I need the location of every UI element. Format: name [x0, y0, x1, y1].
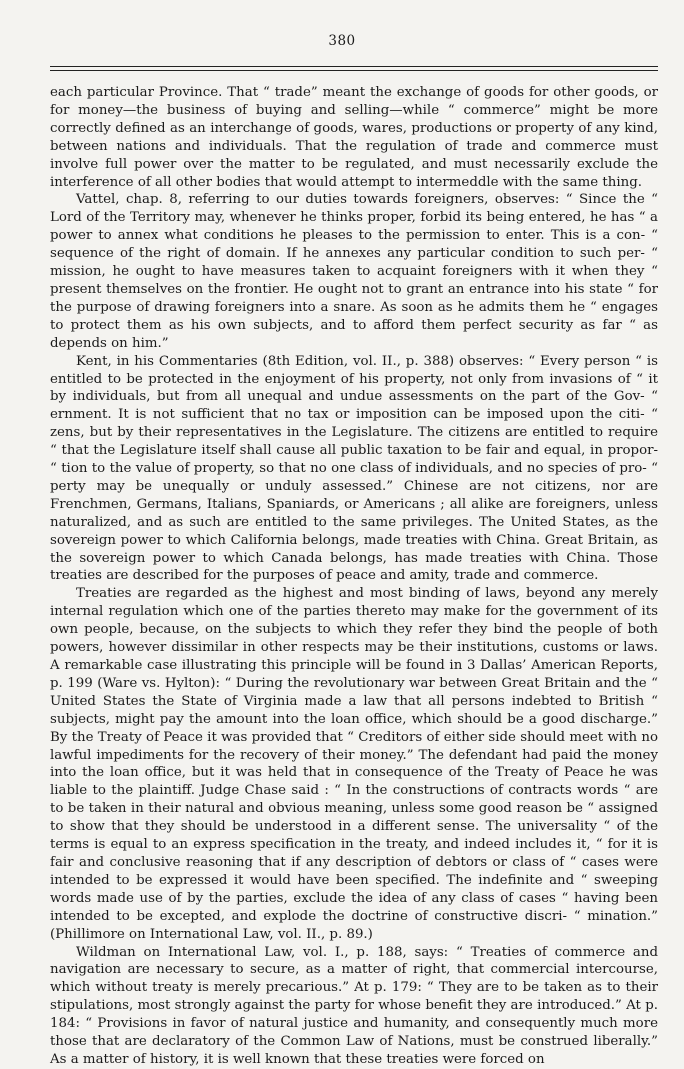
body-text [50, 84, 658, 1069]
paragraph-5: Wildman on International Law, vol. I., p. 188, says: “ Treaties of commerce and navigation are necessary to secure, as a matter of right, that commercial intercourse, which without treaty is merely precarious.” At p. 179: “ They are to be taken as to their stipulations, most strongly against the party for whose benefit they are introduced.” At p. 184: “ Provisions in favor of natural justice and humanity, and consequently much more those that are declaratory of the Common Law of Nations, must be construed liberally.” As a matter of history, it is well known that these treaties were forced on [50, 944, 658, 1067]
paragraph-4: Treaties are regarded as the highest and most binding of laws, beyond any merely internal regulation which one of the parties thereto may make for the government of its own people, because, on the subjects to which they refer they bind the people of both powers, however dissimilar in other respects may be their institutions, customs or laws. A remarkable case illustrating this principle will be found in 3 Dallas’ American Reports, p. 199 (Ware vs. Hylton): “ During the revolutionary war between Great Britain and the “ United States the State of Virginia made a law that all persons indebted to British “ subjects, might pay the amount into the loan office, which should be a good discharge.” By the Treaty of Peace it was provided that “ Creditors of either side should meet with no lawful impediments for the recovery of their money.” The defendant had paid the money into the loan office, but it was held that in consequence of the Treaty of Peace he was liable to the plaintiff. Judge Chase said : “ In the constructions of contracts words “ are to be taken in their natural and obvious meaning, unless some good reason be “ assigned to show that they should be understood in a different sense. The universality “ of the terms is equal to an express specification in the treaty, and indeed includes it, “ for it is fair and conclusive reasoning that if any description of debtors or class of “ cases were intended to be expressed it would have been specified. The indefinite and “ sweeping words made use of by the parties, exclude the idea of any class of cases “ having been intended to be excepted, and explode the doctrine of constructive discri- “ mination.” (Phillimore on International Law, vol. II., p. 89.) [50, 586, 658, 942]
paragraph-3: Kent, in his Commentaries (8th Edition, vol. II., p. 388) observes: “ Every person “ is entitled to be protected in the enjoyment of his property, not only from invasions of “ it by individuals, but from all unequal and undue assessments on the part of the Gov- “ ernment. It is not sufficient that no tax or imposition can be imposed upon the citi- “ zens, but by their representatives in the Legislature. The citizens are entitled to require “ that the Legislature itself shall cause all public taxation to be fair and equal, in propor- “ tion to the value of property, so that no one class of individuals, and no species of pro- “ perty may be unequally or unduly assessed.” Chinese are not citizens, nor are Frenchmen, Germans, Italians, Spaniards, or Americans ; all alike are foreigners, unless naturalized, and as such are entitled to the same privileges. The United States, as the sovereign power to which California belongs, made treaties with China. Great Britain, as the sovereign power to which Canada belongs, has made treaties with China. Those treaties are described for the purposes of peace and amity, trade and commerce. [50, 353, 658, 584]
paragraph-2: Vattel, chap. 8, referring to our duties towards foreigners, observes: “ Since the “ Lord of the Territory may, whenever he thinks proper, forbid its being entered, he has “ a power to annex what conditions he pleases to the permission to enter. This is a con- “ sequence of the right of domain. If he annexes any particular condition to such per- “ mission, he ought to have measures taken to acquaint foreigners with it when they “ present themselves on the frontier. He ought not to grant an entrance into his state “ for the purpose of drawing foreigners into a snare. As soon as he admits them he “ engages to protect them as his own subjects, and to afford them perfect security as far “ as depends on him.” [50, 192, 658, 351]
paragraph-1: each particular Province. That “ trade” meant the exchange of goods for other goods, or for money—the business of buying and selling—while “ commerce” might be more correctly defined as an interchange of goods, wares, productions or property of any kind, between nations and individuals. That the regulation of trade and commerce must involve full power over the matter to be regulated, and must necessarily exclude the interference of all other bodies that would attempt to intermeddle with the same thing. [50, 85, 658, 190]
page-number: 380 [328, 33, 356, 49]
header-rule-thin [50, 70, 658, 71]
header-rule-thick [50, 66, 658, 67]
